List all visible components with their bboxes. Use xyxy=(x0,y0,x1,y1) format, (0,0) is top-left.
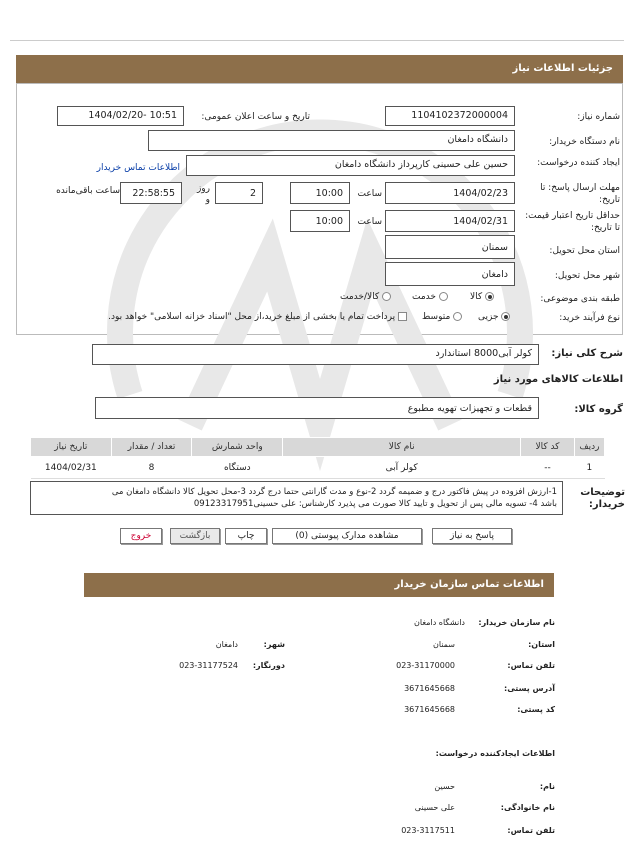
announce-datetime-field: 1404/02/20- 10:51 xyxy=(57,106,184,126)
cell-qty: 8 xyxy=(111,457,192,479)
goods-table xyxy=(30,437,605,479)
deadline-time-label: ساعت xyxy=(357,189,382,199)
cell-code: -- xyxy=(521,457,575,479)
col-date: تاریخ نیاز xyxy=(31,438,112,457)
radio-goods-service-icon[interactable] xyxy=(382,292,391,301)
category-option-goods-service[interactable]: کالا/خدمت xyxy=(340,292,391,302)
address-value: 3671645668 xyxy=(404,684,455,693)
treasury-payment-option[interactable]: پرداخت تمام یا بخشی از مبلغ خرید،از محل "اسناد خزانه اسلامی" خواهد بود. xyxy=(22,312,407,322)
address-label: آدرس پستی: xyxy=(504,684,555,693)
buyer-name-field: دانشگاه دامغان xyxy=(148,130,515,151)
name-label: نام: xyxy=(539,782,555,791)
contact-province-label: استان: xyxy=(528,640,555,649)
validity-label: حداقل تاریخ اعتبار قیمت: تا تاریخ: xyxy=(525,211,620,233)
need-number-label: شماره نیاز: xyxy=(577,112,620,122)
notes-field xyxy=(30,481,563,515)
creator-label: ایجاد کننده درخواست: xyxy=(537,158,620,168)
family-value: علی حسینی xyxy=(414,803,455,812)
summary-field: کولر آبی8000 استاندارد xyxy=(92,344,539,365)
city-field: دامغان xyxy=(385,262,515,286)
process-option-minor[interactable]: جزیی xyxy=(478,312,510,322)
cell-unit: دستگاه xyxy=(192,457,283,479)
announce-label: تاریخ و ساعت اعلان عمومی: xyxy=(201,112,310,122)
fax-label: دورنگار: xyxy=(252,661,285,670)
province-label: استان محل تحویل: xyxy=(549,246,620,256)
radio-medium-icon[interactable] xyxy=(453,312,462,321)
creator-phone-value: 023-3117511 xyxy=(401,826,455,835)
name-value: حسین xyxy=(434,782,455,791)
col-code: کد کالا xyxy=(521,438,575,457)
category-label: طبقه بندی موضوعی: xyxy=(540,294,620,304)
creator-field: حسین علی حسینی کارپرداز دانشگاه دامغان xyxy=(186,155,515,176)
col-name: نام کالا xyxy=(283,438,521,457)
validity-time-field: 10:00 xyxy=(290,210,350,232)
col-unit: واحد شمارش xyxy=(192,438,283,457)
contact-city-value: دامغان xyxy=(215,640,238,649)
validity-time-label: ساعت xyxy=(357,217,382,227)
phone-label: تلفن تماس: xyxy=(507,661,555,670)
goods-group-field: قطعات و تجهیزات تهویه مطبوع xyxy=(95,397,539,419)
exit-button[interactable]: خروج xyxy=(120,528,162,544)
contact-city-label: شهر: xyxy=(263,640,285,649)
postal-value: 3671645668 xyxy=(404,705,455,714)
summary-label: شرح کلی نیاز: xyxy=(551,348,623,359)
attachments-button[interactable]: مشاهده مدارک پیوستی (0) xyxy=(272,528,422,544)
fax-value: 023-31177524 xyxy=(179,661,238,670)
notes-label: توضیحات خریدار: xyxy=(580,487,625,510)
validity-date-field: 1404/02/31 xyxy=(385,210,515,232)
need-number-field: 1104102372000004 xyxy=(385,106,515,126)
category-option-goods[interactable]: کالا xyxy=(470,292,494,302)
cell-row: 1 xyxy=(574,457,604,479)
city-label: شهر محل تحویل: xyxy=(554,271,620,281)
checkbox-icon[interactable] xyxy=(398,312,407,321)
buyer-label: نام دستگاه خریدار: xyxy=(549,137,620,147)
reply-button[interactable]: پاسخ به نیاز xyxy=(432,528,512,544)
back-button[interactable]: بازگشت xyxy=(170,528,220,544)
radio-minor-icon[interactable] xyxy=(501,312,510,321)
col-row: ردیف xyxy=(574,438,604,457)
deadline-time-field: 10:00 xyxy=(290,182,350,204)
cell-name: کولر آبی xyxy=(283,457,521,479)
creator-info-title: اطلاعات ایجادکننده درخواست: xyxy=(435,749,555,758)
contact-section-header: اطلاعات تماس سازمان خریدار xyxy=(84,573,554,597)
process-label: نوع فرآیند خرید: xyxy=(559,313,620,323)
radio-goods-icon[interactable] xyxy=(485,292,494,301)
deadline-label: مهلت ارسال پاسخ: تا تاریخ: xyxy=(540,183,620,205)
buyer-contact-link[interactable]: اطلاعات تماس خریدار xyxy=(96,163,180,173)
remaining-time-field: 22:58:55 xyxy=(120,182,182,204)
province-field: سمنان xyxy=(385,235,515,259)
org-value: دانشگاه دامغان xyxy=(414,618,465,627)
print-button[interactable]: چاپ xyxy=(225,528,267,544)
contact-province-value: سمنان xyxy=(432,640,455,649)
days-label: روز و xyxy=(196,184,210,205)
creator-phone-label: تلفن تماس: xyxy=(507,826,555,835)
family-label: نام خانوادگی: xyxy=(500,803,555,812)
table-row xyxy=(31,457,605,479)
col-qty: تعداد / مقدار xyxy=(111,438,192,457)
radio-service-icon[interactable] xyxy=(439,292,448,301)
goods-group-label: گروه کالا: xyxy=(574,404,623,415)
cell-date: 1404/02/31 xyxy=(31,457,112,479)
table-header-row xyxy=(31,438,605,457)
postal-label: کد پستی: xyxy=(517,705,555,714)
phone-value: 023-31170000 xyxy=(396,661,455,670)
top-divider xyxy=(10,40,624,41)
deadline-date-field: 1404/02/23 xyxy=(385,182,515,204)
page-header: جزئیات اطلاعات نیاز xyxy=(16,55,623,83)
notes-line-1: 1-ارزش افزوده در پیش فاکتور درج و ضمیمه گردد 2-نوع و مدت گارانتی حتما درج گردد 3-محل تحویل کالا دانشگاه دامغان می xyxy=(111,487,557,497)
process-option-medium[interactable]: متوسط xyxy=(422,312,462,322)
goods-section-title: اطلاعات کالاهای مورد نیاز xyxy=(493,374,623,385)
category-option-service[interactable]: خدمت xyxy=(412,292,448,302)
remaining-time-label: ساعت باقی‌مانده xyxy=(56,186,120,196)
days-remaining-field: 2 xyxy=(215,182,263,204)
notes-line-2: باشد 4- تسویه مالی پس از تحویل و تایید کالا صورت می پذیرد کارشناس: علی حسینی09123317951 xyxy=(193,499,557,509)
org-label: نام سازمان خریدار: xyxy=(478,618,555,627)
